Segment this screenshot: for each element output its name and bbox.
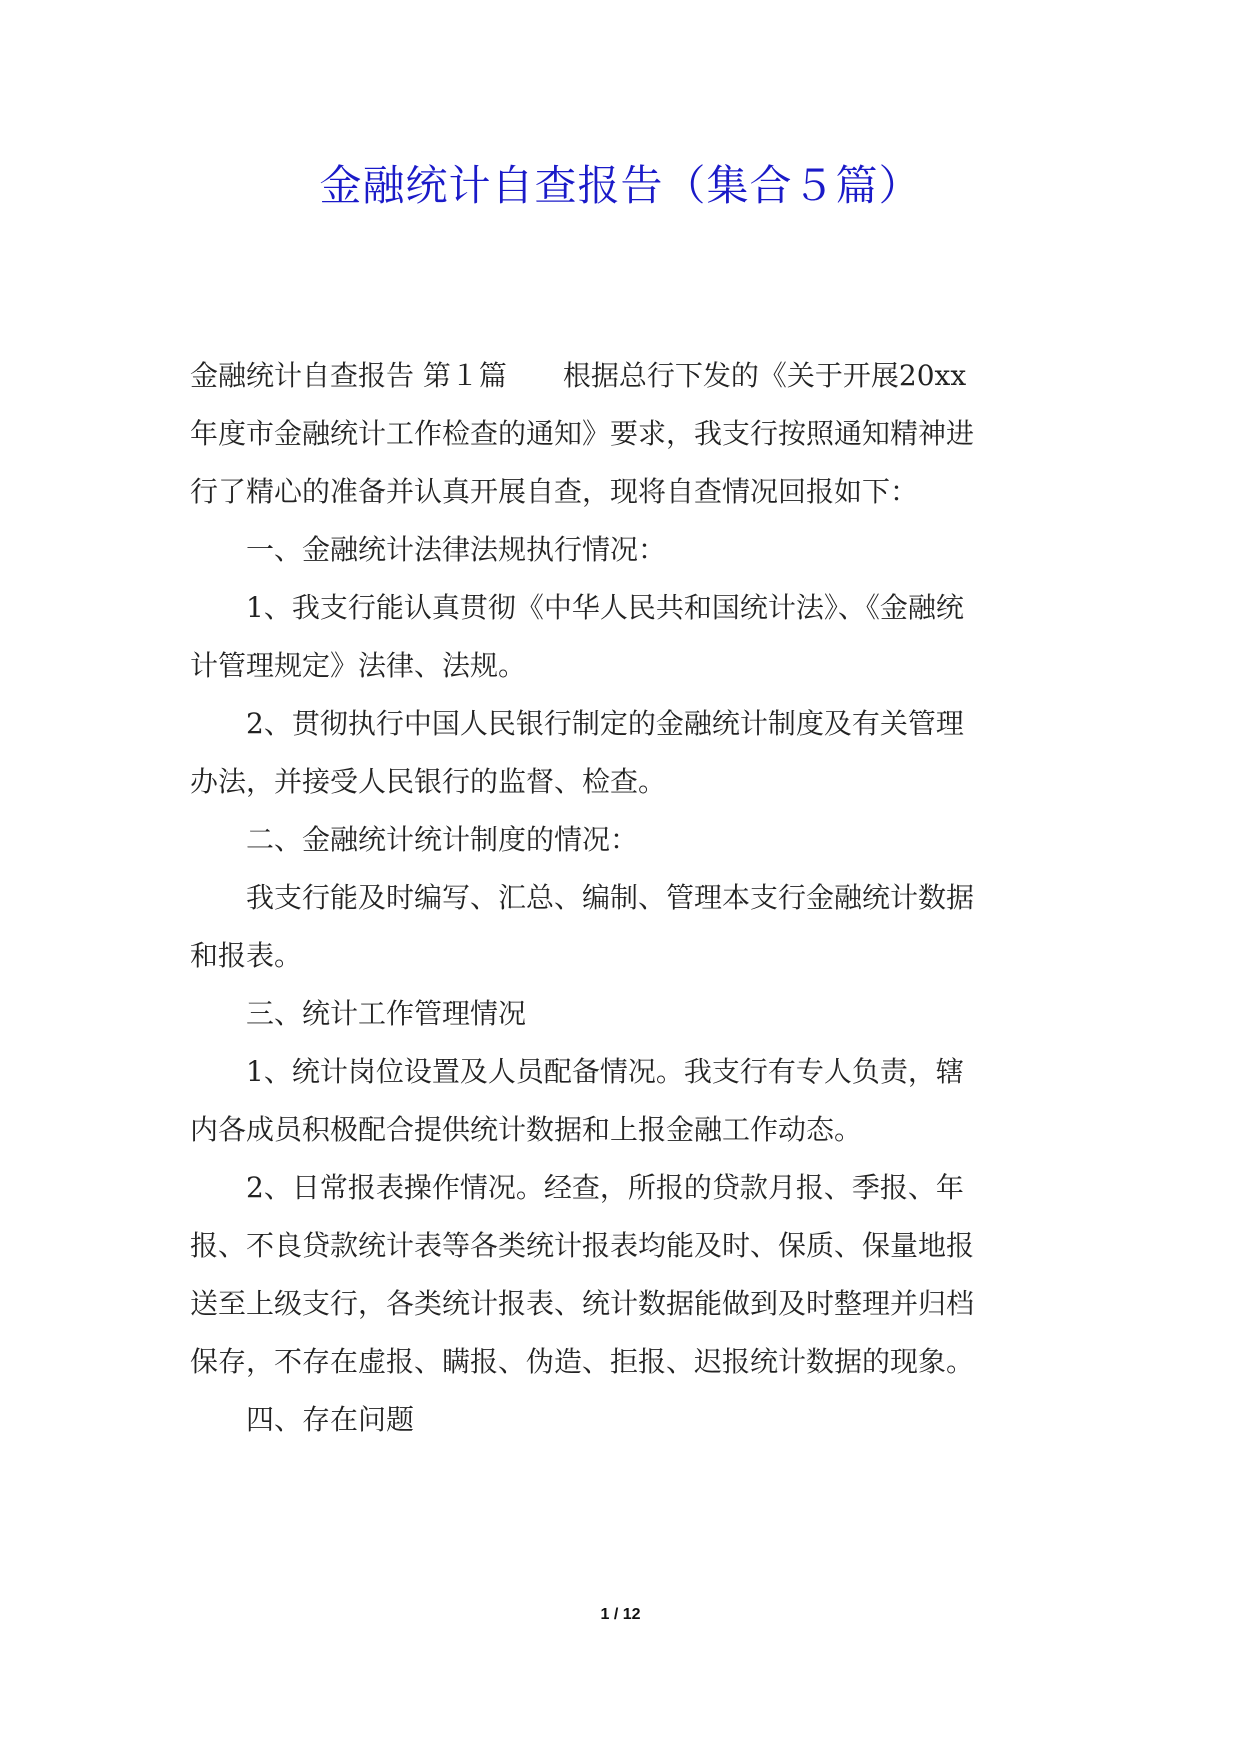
text-line: 年度市金融统计工作检查的通知》要求，我支行按照通知精神进	[190, 417, 975, 450]
section-heading: 一、金融统计法律法规执行情况：	[246, 533, 667, 566]
text-line: 办法，并接受人民银行的监督、检查。	[190, 765, 667, 798]
section-heading: 二、金融统计统计制度的情况：	[246, 823, 639, 856]
text-line: 2、日常报表操作情况。经查，所报的贷款月报、季报、年	[246, 1171, 964, 1204]
text-line: 金融统计自查报告 第１篇 根据总行下发的《关于开展20xx	[190, 359, 967, 392]
text-line: 内各成员积极配合提供统计数据和上报金融工作动态。	[190, 1113, 863, 1146]
section-heading: 三、统计工作管理情况	[246, 997, 527, 1030]
text-line: 2、贯彻执行中国人民银行制定的金融统计制度及有关管理	[246, 707, 964, 740]
text-line: 和报表。	[190, 939, 303, 972]
text-line: 1、统计岗位设置及人员配备情况。我支行有专人负责，辖	[246, 1055, 964, 1088]
text-line: 1、我支行能认真贯彻《中华人民共和国统计法》、《金融统	[246, 591, 964, 624]
text-line: 行了精心的准备并认真开展自查，现将自查情况回报如下：	[190, 475, 919, 508]
page-number: 1 / 12	[600, 1606, 641, 1623]
text-line: 送至上级支行，各类统计报表、统计数据能做到及时整理并归档	[190, 1287, 975, 1320]
text-line: 计管理规定》法律、法规。	[190, 649, 527, 682]
text-line: 我支行能及时编写、汇总、编制、管理本支行金融统计数据	[246, 881, 975, 914]
text-line: 报、不良贷款统计表等各类统计报表均能及时、保质、保量地报	[190, 1229, 975, 1262]
text-line: 保存，不存在虚报、瞒报、伪造、拒报、迟报统计数据的现象。	[190, 1345, 975, 1378]
document-title: 金融统计自查报告（集合５篇）	[319, 161, 922, 210]
section-heading: 四、存在问题	[246, 1403, 415, 1436]
